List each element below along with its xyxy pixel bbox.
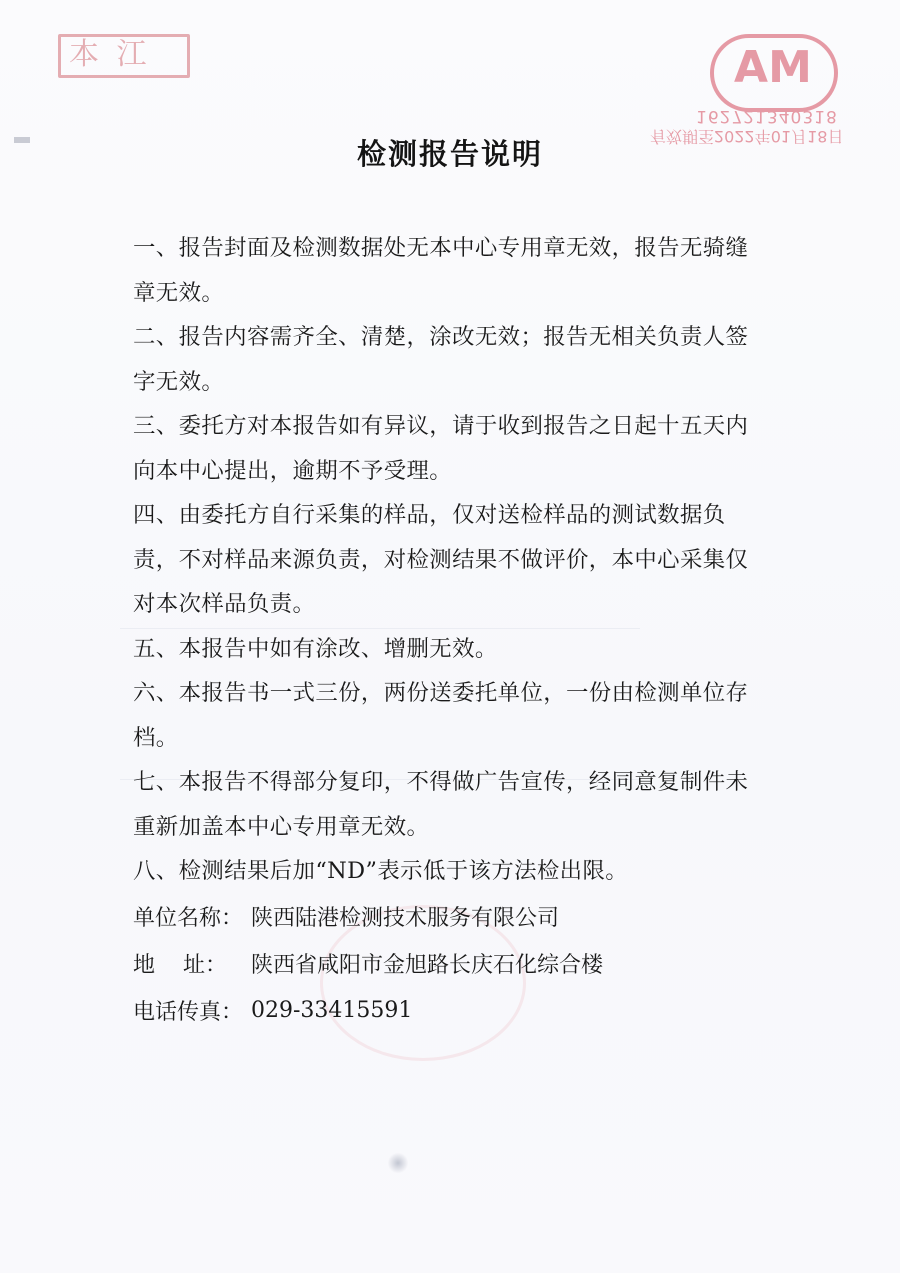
clause-4: 四、由委托方自行采集的样品，仅对送检样品的测试数据负责，不对样品来源负责，对检测结果不做评价，本中心采集仅对本次样品负责。 [133, 502, 749, 617]
phone-value: 029-33415591 [251, 998, 413, 1023]
clause-2: 二、报告内容需齐全、清楚，涂改无效；报告无相关负责人签字无效。 [133, 324, 749, 395]
clause-5: 五、本报告中如有涂改、增删无效。 [133, 635, 498, 662]
unit-value: 陕西陆港检测技术服务有限公司 [251, 906, 560, 931]
phone-row [133, 987, 773, 1034]
unit-label: 单位名称： [133, 906, 244, 931]
clause-3: 三、委托方对本报告如有异议，请于收到报告之日起十五天内向本中心提出，逾期不予受理。 [133, 413, 749, 484]
address-label: 地 址： [133, 953, 227, 978]
contact-info [133, 893, 773, 1034]
top-left-stamp-text: 本 江 [69, 37, 151, 72]
paper-smudge [388, 1152, 408, 1174]
clause-6: 六、本报告书一式三份，两份送委托单位，一份由检测单位存档。 [133, 680, 749, 751]
cma-seal-validity: 有效期至2022年01月18日 [650, 127, 844, 146]
page-title: 检测报告说明 [356, 137, 543, 171]
cma-seal-letters: MA [734, 42, 812, 93]
phone-label: 电话传真： [133, 1000, 244, 1025]
top-left-stamp [58, 34, 190, 78]
cma-seal-number: 162721340318 [696, 106, 838, 126]
clause-7: 七、本报告不得部分复印，不得做广告宣传，经同意复制件未重新加盖本中心专用章无效。 [133, 769, 749, 840]
unit-row [133, 893, 773, 940]
address-value: 陕西省咸阳市金旭路长庆石化综合楼 [251, 953, 604, 978]
address-row [133, 940, 773, 987]
clause-1: 一、报告封面及检测数据处无本中心专用章无效，报告无骑缝章无效。 [133, 235, 749, 306]
clause-list [133, 226, 767, 894]
clause-8: 八、检测结果后加“ND”表示低于该方法检出限。 [133, 858, 629, 884]
